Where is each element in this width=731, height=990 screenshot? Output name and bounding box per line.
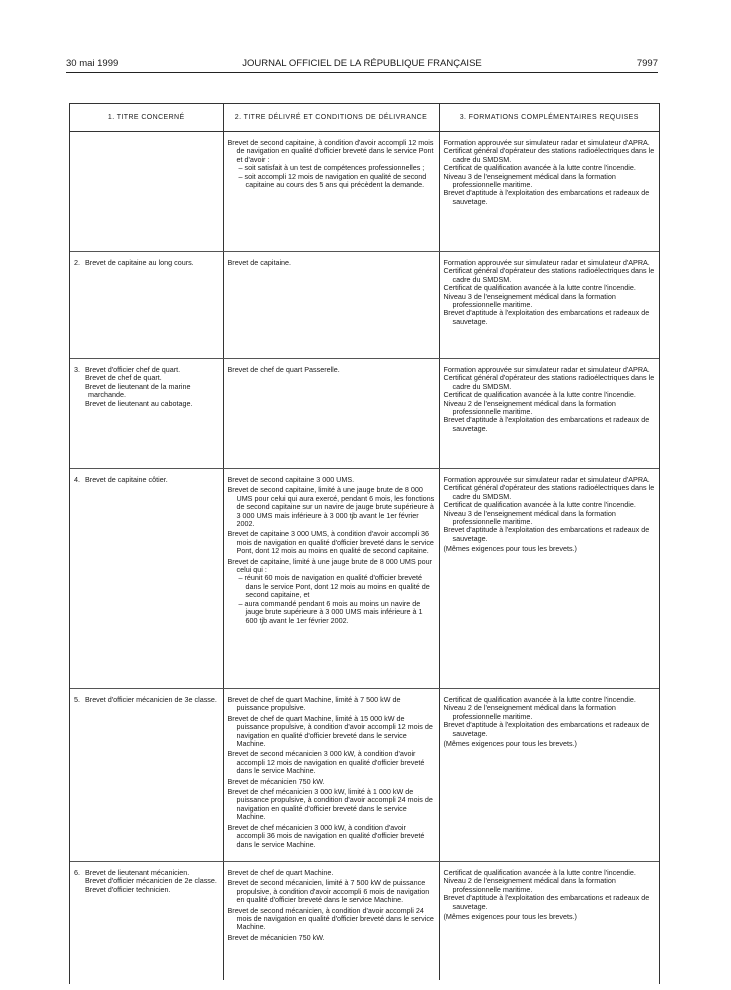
page-header xyxy=(66,57,658,71)
delivre-text: Brevet de mécanicien 750 kW. xyxy=(227,776,325,786)
delivre-text: Brevet de chef de quart Machine, limité à 15 000 kW de puissance propulsive, à condition d'avoir accompli 12 mois de navigation en qualité d'officier breveté dans le service Machine. xyxy=(227,713,433,749)
formation-line: Formation approuvée sur simulateur radar et simulateur d'APRA. xyxy=(443,365,650,374)
row-number: 5. xyxy=(74,695,80,704)
formation-line: Niveau 3 de l'enseignement médical dans la formation professionnelle maritime. xyxy=(443,171,616,190)
column-header-delivre: 2. TITRE DÉLIVRÉ ET CONDITIONS DE DÉLIVRANCE xyxy=(223,104,439,132)
delivre-paragraph xyxy=(228,259,435,267)
formation-line: Certificat général d'opérateur des stations radioélectriques dans le cadre du SMDSM. xyxy=(443,266,655,284)
cell-delivre xyxy=(223,862,439,980)
delivre-text: Brevet de second mécanicien 3 000 kW, à condition d'avoir accompli 12 mois de navigation en qualité d'officier breveté dans le service Machine. xyxy=(227,749,425,776)
delivre-text: Brevet de capitaine 3 000 UMS, à condition d'avoir accompli 36 mois de navigation en qualité d'officier breveté dans le service Pont, dont 12 mois au moins en qualité de second capitaine. xyxy=(227,529,434,556)
delivre-paragraph xyxy=(228,139,435,189)
formation-line: Brevet d'aptitude à l'exploitation des embarcations et radeaux de sauvetage. xyxy=(443,415,650,433)
titre-line xyxy=(74,886,219,894)
delivre-text: Brevet de second capitaine 3 000 UMS. xyxy=(227,475,355,484)
delivre-paragraph xyxy=(228,558,435,625)
delivre-text: Brevet de mécanicien 750 kW. xyxy=(227,932,325,942)
row-number: 4. xyxy=(74,475,80,484)
cell-delivre xyxy=(223,132,439,252)
titre-text: Brevet de lieutenant de la marine marchande. xyxy=(85,381,191,400)
header-rule xyxy=(66,72,658,73)
formation-line: Formation approuvée sur simulateur radar et simulateur d'APRA. xyxy=(443,475,650,484)
delivre-condition: – aura commandé pendant 6 mois au moins un navire de jauge brute supérieure à 3 000 UMS mais inférieure à 1 600 tjb avant le 1er février 2002. xyxy=(238,598,423,625)
cell-titre xyxy=(70,862,223,980)
delivre-paragraph xyxy=(228,530,435,555)
titre-text: Brevet d'officier chef de quart. xyxy=(85,365,181,374)
formation-line: Niveau 2 de l'enseignement médical dans la formation professionnelle maritime. xyxy=(443,398,616,417)
formation-line: Niveau 2 de l'enseignement médical dans la formation professionnelle maritime. xyxy=(443,703,616,721)
delivre-paragraph xyxy=(228,696,435,713)
table-row xyxy=(70,359,659,469)
delivre-text: Brevet de chef de quart Machine. xyxy=(227,868,334,877)
cell-titre xyxy=(70,359,223,469)
delivre-text: Brevet de second mécanicien, à condition d'avoir accompli 24 mois de navigation en qualité d'officier breveté dans le service Machine. xyxy=(227,905,434,932)
column-header-titre: 1. TITRE CONCERNÉ xyxy=(70,104,223,132)
formation-line: Certificat général d'opérateur des stations radioélectriques dans le cadre du SMDSM. xyxy=(443,146,655,164)
delivre-text: Brevet de chef de quart Machine, limité à 7 500 kW de puissance propulsive. xyxy=(227,695,401,713)
delivre-condition: – réunit 60 mois de navigation en qualité d'officier breveté dans le service Pont, dont 12 mois au moins en qualité de second capitaine, et xyxy=(238,573,430,600)
cell-delivre xyxy=(223,469,439,689)
titre-line xyxy=(74,400,219,408)
table-row xyxy=(70,862,659,980)
column-header-formations: 3. FORMATIONS COMPLÉMENTAIRES REQUISES xyxy=(439,104,659,132)
delivre-text: Brevet de capitaine, limité à une jauge brute de 8 000 UMS pour celui qui : xyxy=(227,556,433,575)
delivre-text: Brevet de capitaine. xyxy=(227,258,292,267)
delivre-paragraph xyxy=(228,879,435,904)
cell-titre xyxy=(70,469,223,689)
delivre-paragraph xyxy=(228,907,435,932)
formation-line: Certificat de qualification avancée à la lutte contre l'incendie. xyxy=(443,390,636,400)
formation-line: Certificat de qualification avancée à la lutte contre l'incendie. xyxy=(443,868,636,877)
titre-text: Brevet de capitaine côtier. xyxy=(85,475,168,484)
delivre-paragraph xyxy=(228,476,435,484)
delivre-text: Brevet de chef de quart Passerelle. xyxy=(227,365,340,374)
formation-line: Brevet d'aptitude à l'exploitation des embarcations et radeaux de sauvetage. xyxy=(443,525,650,543)
cell-formations xyxy=(439,689,659,862)
formation-line: Certificat général d'opérateur des stations radioélectriques dans le cadre du SMDSM. xyxy=(443,483,655,501)
titre-line xyxy=(74,259,219,267)
cell-formations xyxy=(439,252,659,359)
titre-text: Brevet d'officier technicien. xyxy=(85,884,171,894)
formation-line: Niveau 3 de l'enseignement médical dans la formation professionnelle maritime. xyxy=(443,508,616,527)
header-journal-title: JOURNAL OFFICIEL DE LA RÉPUBLIQUE FRANÇAISE xyxy=(242,58,482,69)
formation-line: Brevet d'aptitude à l'exploitation des embarcations et radeaux de sauvetage. xyxy=(443,893,650,911)
delivre-condition: – soit satisfait à un test de compétences professionnelles ; xyxy=(238,163,425,173)
titre-line xyxy=(74,476,219,484)
formation-line: Brevet d'aptitude à l'exploitation des embarcations et radeaux de sauvetage. xyxy=(443,720,650,738)
formation-line: Certificat de qualification avancée à la lutte contre l'incendie. xyxy=(443,283,636,293)
cell-formations xyxy=(439,132,659,252)
delivre-paragraph xyxy=(228,366,435,374)
titre-text: Brevet de chef de quart. xyxy=(85,373,162,383)
cell-titre xyxy=(70,252,223,359)
formation-line: Niveau 2 de l'enseignement médical dans la formation professionnelle maritime. xyxy=(443,876,616,894)
formation-line: Certificat de qualification avancée à la lutte contre l'incendie. xyxy=(443,695,636,704)
delivre-text: Brevet de chef mécanicien 3 000 kW, limité à 1 000 kW de puissance propulsive, à condition d'avoir accompli 24 mois de navigation en qualité d'officier breveté dans le service Machine. xyxy=(227,787,433,822)
cell-formations xyxy=(439,359,659,469)
titre-text: Brevet d'officier mécanicien de 2e classe. xyxy=(85,876,217,886)
cell-delivre xyxy=(223,689,439,862)
table-frame xyxy=(69,103,660,984)
delivre-condition: – soit accompli 12 mois de navigation en qualité de second capitaine au cours des 5 ans qui précèdent la demande. xyxy=(238,171,427,190)
table-header-row xyxy=(70,104,659,132)
delivre-paragraph xyxy=(228,788,435,822)
table-row xyxy=(70,132,659,252)
delivre-paragraph xyxy=(228,486,435,528)
table-row xyxy=(70,469,659,689)
cell-formations xyxy=(439,862,659,980)
titre-line xyxy=(74,383,219,400)
row-number: 3. xyxy=(74,365,80,374)
titre-line xyxy=(74,696,219,704)
formation-line: Formation approuvée sur simulateur radar et simulateur d'APRA. xyxy=(443,258,650,267)
titre-text: Brevet d'officier mécanicien de 3e classe. xyxy=(85,695,217,704)
cell-delivre xyxy=(223,252,439,359)
delivre-text: Brevet de second capitaine, limité à une jauge brute de 8 000 UMS pour celui qui aura exercé, pendant 6 mois, les fonctions de second capitaine sur un navire de jauge brute supérieure à 3 000 UMS mais inférieure à 3 000 tjb avant le 1er février 2002. xyxy=(227,485,435,529)
titre-text: Brevet de lieutenant mécanicien. xyxy=(85,868,190,877)
delivre-paragraph xyxy=(228,778,435,786)
formation-line: (Mêmes exigences pour tous les brevets.) xyxy=(443,912,577,922)
cell-formations xyxy=(439,469,659,689)
formation-line: Brevet d'aptitude à l'exploitation des embarcations et radeaux de sauvetage. xyxy=(443,188,650,206)
delivre-paragraph xyxy=(228,750,435,775)
formation-line: Certificat général d'opérateur des stations radioélectriques dans le cadre du SMDSM. xyxy=(443,373,655,391)
table-row xyxy=(70,252,659,359)
formation-line: Certificat de qualification avancée à la lutte contre l'incendie. xyxy=(443,163,636,173)
table-body xyxy=(70,132,659,980)
delivre-text: Brevet de second mécanicien, limité à 7 500 kW de puissance propulsive, à condition d'avoir accompli 6 mois de navigation en qualité d'officier breveté dans le service Machine. xyxy=(227,878,430,905)
formation-line: (Mêmes exigences pour tous les brevets.) xyxy=(443,544,577,554)
cell-delivre xyxy=(223,359,439,469)
header-page-number: 7997 xyxy=(636,58,658,69)
titre-text: Brevet de lieutenant au cabotage. xyxy=(85,398,193,408)
header-date: 30 mai 1999 xyxy=(66,58,119,69)
titre-text: Brevet de capitaine au long cours. xyxy=(85,258,194,267)
formation-line: Certificat de qualification avancée à la lutte contre l'incendie. xyxy=(443,500,636,510)
table-row xyxy=(70,689,659,862)
cell-titre xyxy=(70,132,223,252)
row-number: 2. xyxy=(74,258,80,267)
delivre-paragraph xyxy=(228,715,435,749)
delivre-text: Brevet de second capitaine, à condition d'avoir accompli 12 mois de navigation en qualité d'officier breveté dans le service Pont et d'avoir : xyxy=(227,138,434,164)
cell-titre xyxy=(70,689,223,862)
formation-line: Formation approuvée sur simulateur radar et simulateur d'APRA. xyxy=(443,138,650,147)
formation-line: (Mêmes exigences pour tous les brevets.) xyxy=(443,739,577,749)
delivre-paragraph xyxy=(228,869,435,877)
row-number: 6. xyxy=(74,868,80,877)
delivre-paragraph xyxy=(228,824,435,849)
qualifications-table xyxy=(70,104,659,980)
delivre-paragraph xyxy=(228,934,435,942)
formation-line: Brevet d'aptitude à l'exploitation des embarcations et radeaux de sauvetage. xyxy=(443,308,650,326)
formation-line: Niveau 3 de l'enseignement médical dans la formation professionnelle maritime. xyxy=(443,291,616,310)
delivre-text: Brevet de chef mécanicien 3 000 kW, à condition d'avoir accompli 36 mois de navigation en qualité d'officier breveté dans le service Machine. xyxy=(227,822,425,849)
